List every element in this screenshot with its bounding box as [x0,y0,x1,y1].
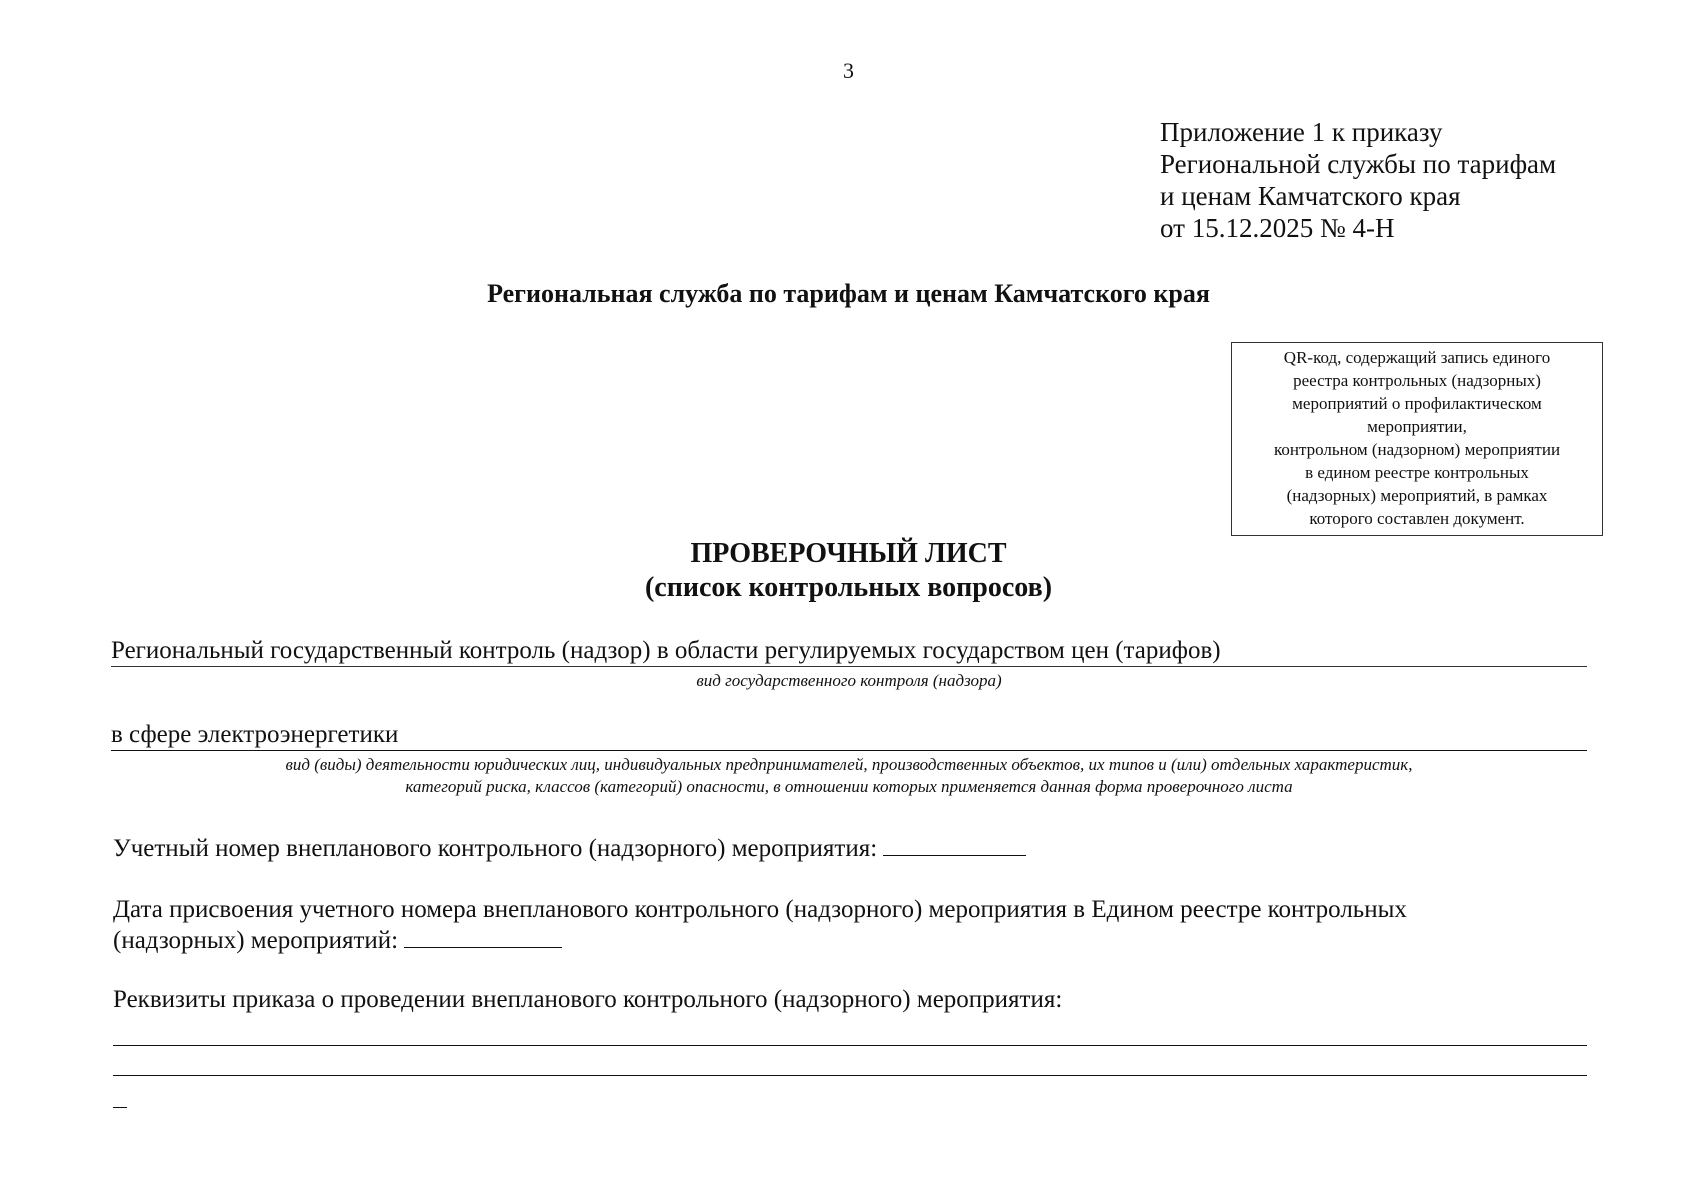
qr-note-line: (надзорных) мероприятий, в рамках [1286,486,1548,505]
activity-field [111,720,1587,751]
registration-number-blank[interactable] [883,833,1026,856]
registration-date-label-end: (надзорных) мероприятий: [113,927,399,954]
activity-value: в сфере электроэнергетики [111,721,399,748]
qr-note-line: мероприятии, [1367,417,1467,436]
document-title-subtitle: (список контрольных вопросов) [644,572,1053,603]
appendix-line: и ценам Камчатского края [1160,181,1461,211]
registration-date-label-line2 [113,925,1587,956]
control-type-field [111,636,1587,667]
qr-note-line: реестра контрольных (надзорных) [1293,371,1541,390]
control-type-hint: вид государственного контроля (надзора) [696,671,1002,690]
order-details-line[interactable] [113,1075,1587,1076]
document-title [0,537,1697,605]
appendix-line: от 15.12.2025 № 4-Н [1160,213,1395,243]
registration-number-label: Учетный номер внепланового контрольного (надзорного) мероприятия: [113,835,878,862]
registration-date-label-line: Дата присвоения учетного номера внепланового контрольного (надзорного) мероприятия в Едином реестре контрольных [113,896,1407,923]
order-details-label: Реквизиты приказа о проведении внепланового контрольного (надзорного) мероприятия: [113,986,1063,1013]
registration-date-row [113,894,1587,956]
qr-note-line: QR-код, содержащий запись единого [1283,348,1551,367]
organization-title: Региональная служба по тарифам и ценам Камчатского края [487,279,1210,308]
qr-note-line: мероприятий о профилактическом [1292,394,1542,413]
qr-note-line: в едином реестре контрольных [1305,463,1529,482]
appendix-line: Приложение 1 к приказу [1160,117,1443,147]
control-type-value: Региональный государственный контроль (надзор) в области регулируемых государством цен (тарифов) [111,637,1221,664]
appendix-line: Региональной службы по тарифам [1160,149,1557,179]
order-details-line[interactable] [113,1045,1587,1046]
document-title-main: ПРОВЕРОЧНЫЙ ЛИСТ [690,538,1007,569]
order-details-dash [113,1107,127,1108]
activity-hint [111,754,1587,798]
qr-code-placeholder [1231,342,1603,536]
appendix-reference [1160,116,1556,244]
qr-note-line: контрольном (надзорном) мероприятии [1273,440,1561,459]
order-details-row [113,984,1587,1015]
registration-number-row [113,833,1587,864]
qr-note-line: которого составлен документ. [1309,509,1525,528]
activity-hint-line: категорий риска, классов (категорий) опасности, в отношении которых применяется данная форма проверочного листа [405,777,1293,796]
registration-date-blank[interactable] [404,925,562,948]
page-number: 3 [843,58,854,83]
activity-hint-line: вид (виды) деятельности юридических лиц, индивидуальных предпринимателей, производственных объектов, их типов и (или) отдельных характеристик, [285,755,1413,774]
